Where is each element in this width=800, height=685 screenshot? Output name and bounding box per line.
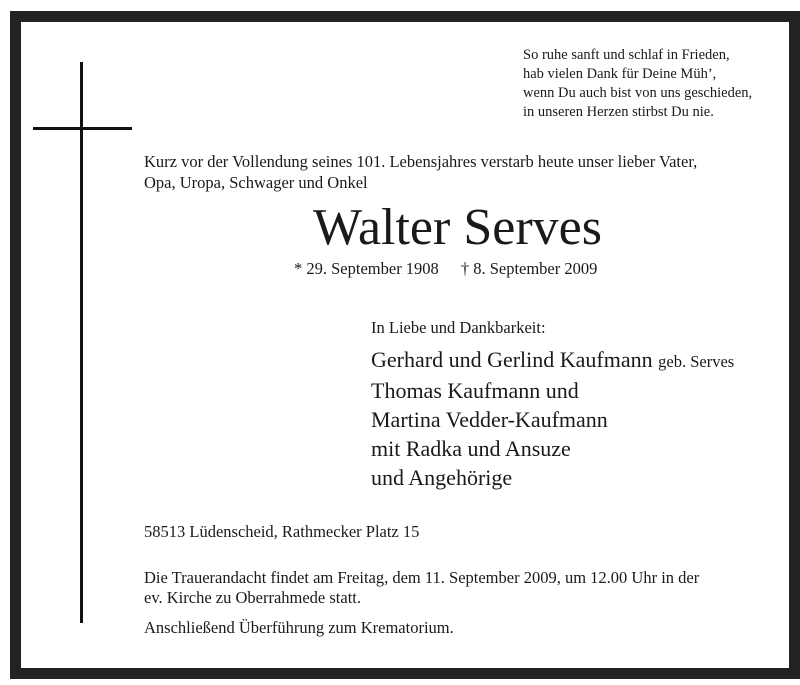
cross-icon-bar <box>33 127 132 130</box>
poem-line: wenn Du auch bist von uns geschieden, <box>523 85 753 101</box>
mourner-line: Thomas Kaufmann und <box>371 378 579 403</box>
intro-text <box>144 151 697 193</box>
mourner-line <box>371 345 734 376</box>
mourner-line: und Angehörige <box>371 465 513 490</box>
service-line: ev. Kirche zu Oberrahmede statt. <box>144 588 361 607</box>
mourner-line: mit Radka und Ansuze <box>371 436 571 461</box>
poem-line: So ruhe sanft und schlaf in Frieden, <box>523 47 730 63</box>
poem <box>523 46 752 122</box>
transfer-info: Anschließend Überführung zum Krematorium. <box>144 618 454 637</box>
mourners-list <box>371 345 734 492</box>
birth-date: * 29. September 1908 <box>294 259 439 278</box>
mourner-name: Gerhard und Gerlind Kaufmann <box>371 347 653 372</box>
maiden-name-note: geb. Serves <box>658 352 735 371</box>
intro-line: Opa, Uropa, Schwager und Onkel <box>144 173 368 192</box>
mourner-line: Martina Vedder-Kaufmann <box>371 407 608 432</box>
service-info <box>144 568 699 608</box>
deceased-name: Walter Serves <box>313 199 602 256</box>
cross-icon <box>80 62 83 623</box>
intro-line: Kurz vor der Vollendung seines 101. Lebensjahres verstarb heute unser lieber Vater, <box>144 152 698 171</box>
poem-line: hab vielen Dank für Deine Müh’, <box>523 66 717 82</box>
address: 58513 Lüdenscheid, Rathmecker Platz 15 <box>144 522 420 541</box>
service-line: Die Trauerandacht findet am Freitag, dem 11. September 2009, um 12.00 Uhr in der <box>144 568 700 587</box>
life-dates <box>294 258 597 280</box>
thanks-line: In Liebe und Dankbarkeit: <box>371 318 546 337</box>
poem-line: in unseren Herzen stirbst Du nie. <box>523 104 714 120</box>
death-date: † 8. September 2009 <box>460 259 598 278</box>
